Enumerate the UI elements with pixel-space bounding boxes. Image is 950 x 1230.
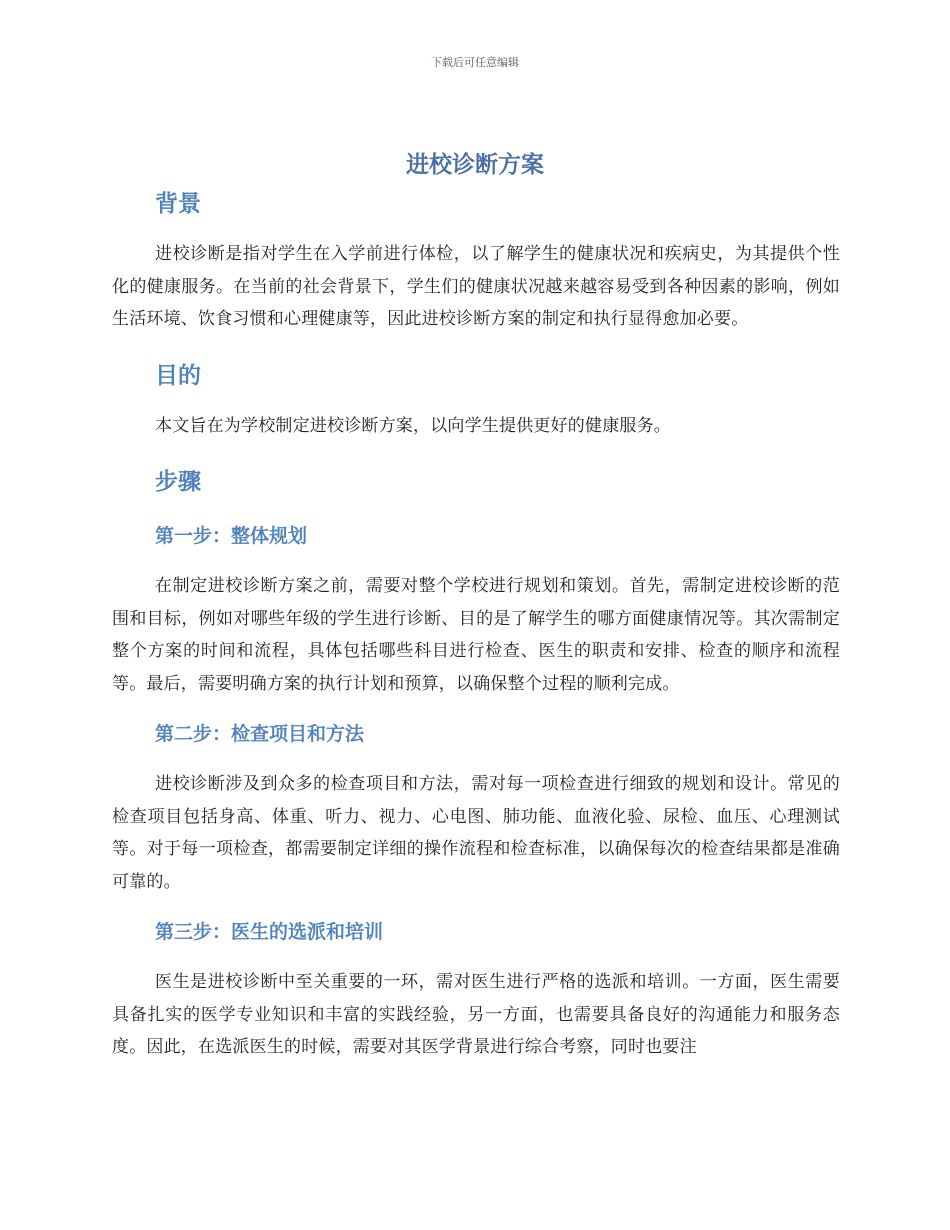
step-heading-3: 第三步：医生的选派和培训 — [155, 921, 384, 943]
section-heading-steps: 步骤 — [155, 469, 201, 495]
section-heading-purpose: 目的 — [155, 362, 201, 389]
step-heading-2: 第二步：检查项目和方法 — [155, 723, 365, 745]
purpose-paragraph: 本文旨在为学校制定进校诊断方案，以向学生提供更好的健康服务。 — [155, 415, 671, 436]
step-heading-1: 第一步：整体规划 — [155, 525, 308, 547]
step-paragraph-2: 进校诊断涉及到众多的检查项目和方法，需对每一项检查进行细致的规划和设计。常见的检查项目包括身高、体重、听力、视力、心电图、肺功能、血液化验、尿检、血压、心理测试等。对于每一项检查，都需要制定详细的操作流程和检查标准，以确保每次的检查结果都是准确可靠的。 — [112, 774, 840, 892]
step-paragraph-1: 在制定进校诊断方案之前，需要对整个学校进行规划和策划。首先，需制定进校诊断的范围和目标，例如对哪些年级的学生进行诊断、目的是了解学生的哪方面健康情况等。其次需制定整个方案的时间和流程，具体包括哪些科目进行检查、医生的职责和安排、检查的顺序和流程等。最后，需要明确方案的执行计划和预算，以确保整个过程的顺利完成。 — [112, 576, 840, 694]
document-body — [112, 184, 840, 1064]
section-heading-background: 背景 — [155, 191, 201, 217]
document-title: 进校诊断方案 — [406, 152, 544, 178]
background-paragraph: 进校诊断是指对学生在入学前进行体检，以了解学生的健康状况和疾病史，为其提供个性化的健康服务。在当前的社会背景下，学生们的健康状况越来越容易受到各种因素的影响，例如生活环境、饮食习惯和心理健康等，因此进校诊断方案的制定和执行显得愈加必要。 — [112, 244, 840, 329]
header-watermark: 下载后可任意编辑 — [431, 56, 519, 69]
step-paragraph-3: 医生是进校诊断中至关重要的一环，需对医生进行严格的选派和培训。一方面，医生需要具备扎实的医学专业知识和丰富的实践经验，另一方面，也需要具备良好的沟通能力和服务态度。因此，在选派医生的时候，需要对其医学背景进行综合考察，同时也要注 — [112, 972, 840, 1057]
